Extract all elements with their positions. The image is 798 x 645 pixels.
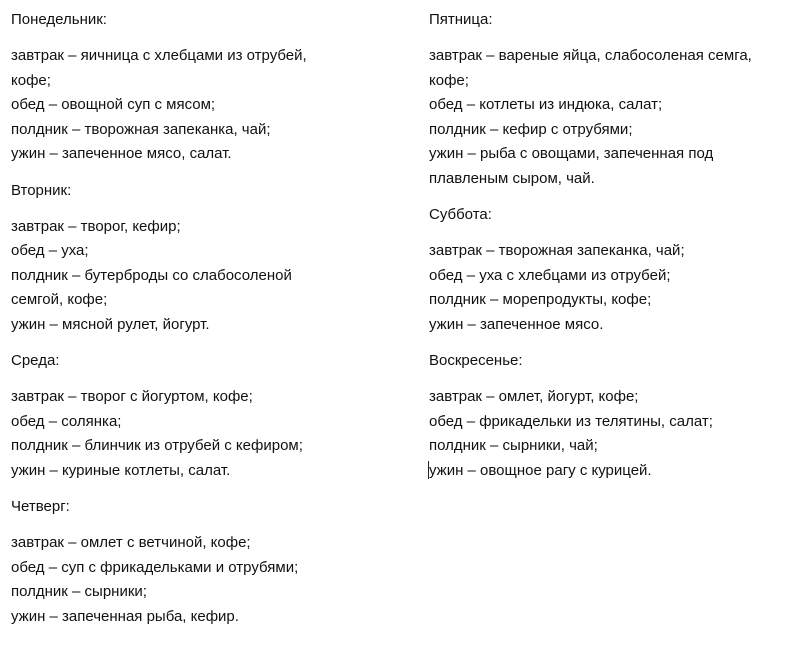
meal-line: ужин – мясной рулет, йогурт. (11, 315, 210, 333)
meal-line: кофе; (11, 71, 51, 89)
day-block-monday (11, 8, 411, 167)
meal-line: обед – фрикадельки из телятины, салат; (429, 412, 713, 430)
meal-line: обед – суп с фрикадельками и отрубями; (11, 558, 299, 576)
meal-line-text: ужин – овощное рагу с курицей. (429, 461, 652, 479)
day-block-sunday (429, 349, 794, 483)
meal-line: кофе; (429, 71, 469, 89)
meal-line: завтрак – омлет с ветчиной, кофе; (11, 534, 251, 551)
day-block-thursday (11, 495, 411, 629)
meal-line: завтрак – творожная запеканка, чай; (429, 242, 685, 259)
meal-line: завтрак – яичница с хлебцами из отрубей, (11, 47, 307, 64)
meal-line: полдник – сырники, чай; (429, 437, 598, 454)
meal-line: плавленым сыром, чай. (429, 169, 595, 187)
meal-line: полдник – блинчик из отрубей с кефиром; (11, 437, 303, 454)
day-block-friday (429, 8, 794, 191)
meal-line: полдник – творожная запеканка, чай; (11, 120, 271, 138)
day-title: Понедельник: (11, 11, 107, 28)
day-title: Суббота: (429, 206, 492, 223)
meal-line: семгой, кофе; (11, 291, 108, 308)
day-block-tuesday (11, 179, 411, 338)
meal-line: полдник – сырники; (11, 583, 147, 600)
day-title: Пятница: (429, 11, 493, 28)
meal-line: завтрак – творог с йогуртом, кофе; (11, 388, 253, 405)
meal-line: ужин – рыба с овощами, запеченная под (429, 145, 714, 162)
day-block-saturday (429, 203, 794, 337)
meal-line: ужин – запеченное мясо. (429, 315, 604, 333)
meal-line: завтрак – омлет, йогурт, кофе; (429, 388, 639, 405)
meal-line: обед – уха с хлебцами из отрубей; (429, 266, 671, 284)
meal-line: завтрак – вареные яйца, слабосоленая семга, (429, 47, 752, 64)
day-title: Воскресенье: (429, 352, 523, 369)
meal-line: обед – овощной суп с мясом; (11, 96, 216, 113)
meal-line: полдник – кефир с отрубями; (429, 120, 633, 138)
meal-line: полдник – бутерброды со слабосоленой (11, 266, 292, 284)
meal-line: обед – уха; (11, 242, 89, 259)
meal-line: ужин – запеченное мясо, салат. (11, 145, 232, 162)
meal-line: полдник – морепродукты, кофе; (429, 291, 652, 308)
meal-line: ужин – куриные котлеты, салат. (11, 461, 231, 479)
menu-column-left (11, 8, 411, 641)
day-title: Четверг: (11, 498, 70, 515)
meal-line: завтрак – творог, кефир; (11, 217, 181, 235)
meal-line: обед – котлеты из индюка, салат; (429, 96, 663, 113)
day-title: Вторник: (11, 181, 72, 199)
meal-line: обед – солянка; (11, 412, 122, 430)
day-title: Среда: (11, 352, 60, 369)
meal-line: ужин – запеченная рыба, кефир. (11, 607, 239, 625)
day-block-wednesday (11, 349, 411, 483)
meal-line-with-cursor[interactable] (429, 459, 794, 484)
menu-column-right (429, 8, 794, 495)
